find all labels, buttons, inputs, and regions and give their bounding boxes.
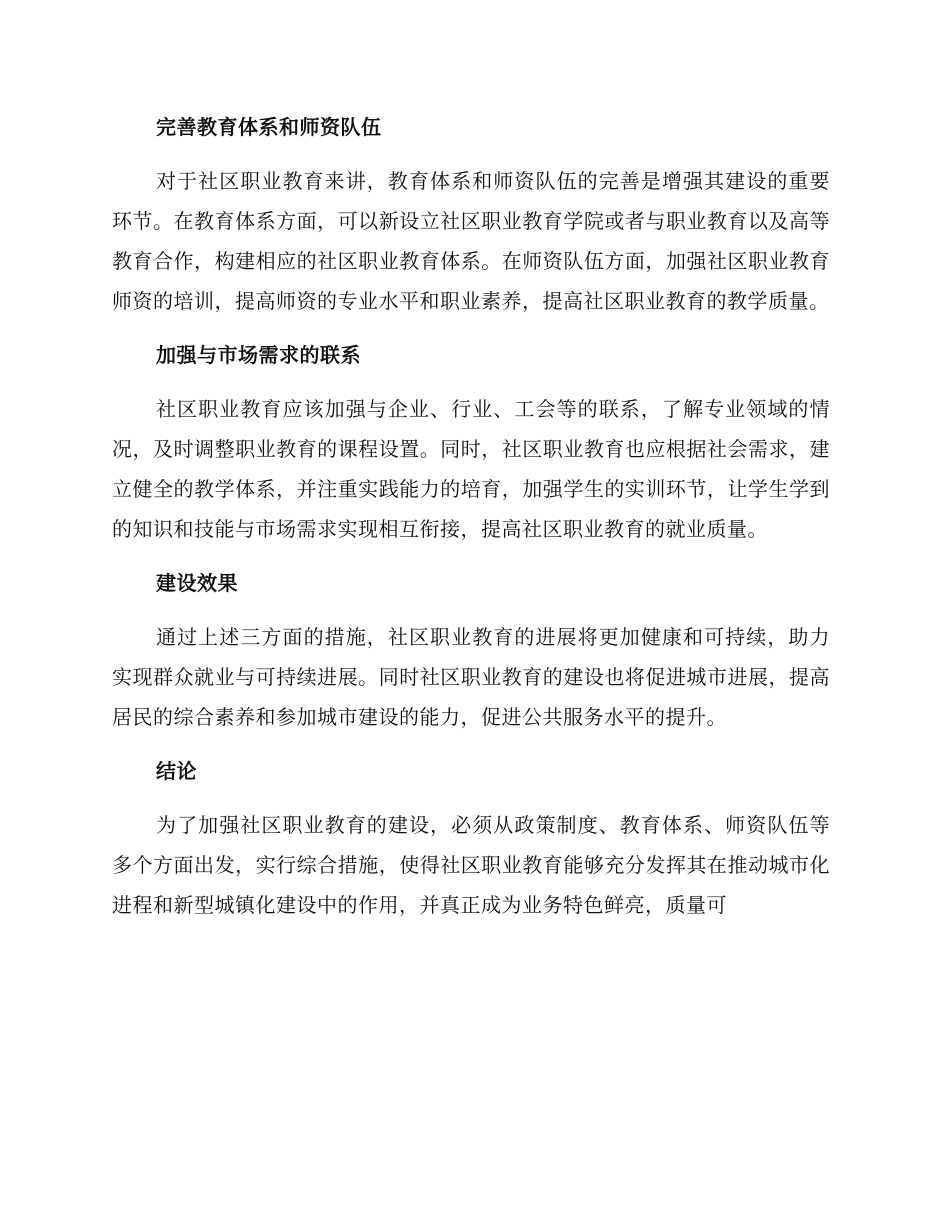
document-body — [112, 107, 830, 925]
section-heading: 加强与市场需求的联系 — [156, 343, 361, 367]
section-heading: 结论 — [156, 759, 197, 783]
section-paragraph: 为了加强社区职业教育的建设，必须从政策制度、教育体系、师资队伍等多个方面出发，实行综合措施，使得社区职业教育能够充分发挥其在推动城市化进程和新型城镇化建设中的作用，并真正成为业务特色鲜亮，质量可 — [112, 813, 830, 917]
section-paragraph: 社区职业教育应该加强与企业、行业、工会等的联系，了解专业领域的情况，及时调整职业教育的课程设置。同时，社区职业教育也应根据社会需求，建立健全的教学体系，并注重实践能力的培育，加强学生的实训环节，让学生学到的知识和技能与市场需求实现相互衔接，提高社区职业教育的就业质量。 — [112, 397, 830, 541]
section-paragraph: 对于社区职业教育来讲，教育体系和师资队伍的完善是增强其建设的重要环节。在教育体系方面，可以新设立社区职业教育学院或者与职业教育以及高等教育合作，构建相应的社区职业教育体系。在师资队伍方面，加强社区职业教育师资的培训，提高师资的专业水平和职业素养，提高社区职业教育的教学质量。 — [112, 169, 830, 313]
section-paragraph: 通过上述三方面的措施，社区职业教育的进展将更加健康和可持续，助力实现群众就业与可持续进展。同时社区职业教育的建设也将促进城市进展，提高居民的综合素养和参加城市建设的能力，促进公共服务水平的提升。 — [112, 625, 830, 729]
section-heading: 建设效果 — [156, 571, 238, 595]
section-heading: 完善教育体系和师资队伍 — [156, 115, 382, 139]
